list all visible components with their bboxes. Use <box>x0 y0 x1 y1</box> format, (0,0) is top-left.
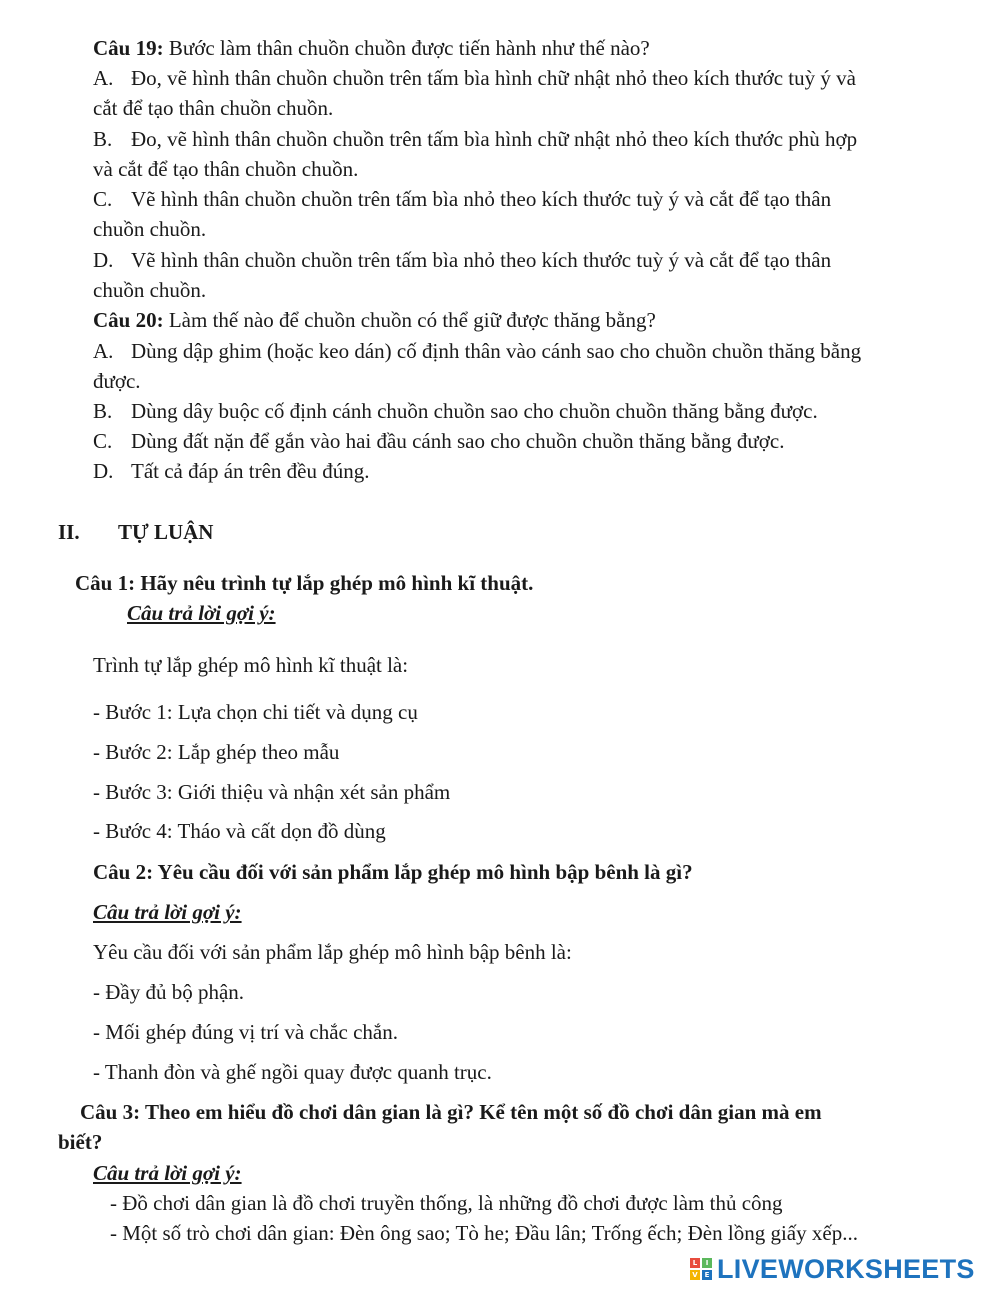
essay3-question-line2: biết? <box>58 1130 103 1154</box>
q19-label: Câu 19: <box>93 36 164 60</box>
q19-a-letter: A. <box>93 66 114 90</box>
essay3-question-line1: Câu 3: Theo em hiểu đồ chơi dân gian là gì? Kể tên một số đồ chơi dân gian mà em <box>80 1100 822 1124</box>
q20-b-letter: B. <box>93 399 113 423</box>
q19-option-b <box>93 126 857 152</box>
logo-mark-v: V <box>690 1270 700 1280</box>
q19-b-letter: B. <box>93 127 113 151</box>
q19-b-text2: và cắt để tạo thân chuồn chuồn. <box>93 157 359 181</box>
section-title: TỰ LUẬN <box>118 520 214 544</box>
q19-a-text2: cắt để tạo thân chuồn chuồn. <box>93 96 334 120</box>
q19-question <box>93 35 650 61</box>
q20-a-text1: Dùng dập ghim (hoặc keo dán) cố định thân vào cánh sao cho chuồn chuồn thăng bằng <box>131 339 862 363</box>
essay1-step1: - Bước 1: Lựa chọn chi tiết và dụng cụ <box>93 700 418 724</box>
q20-option-a <box>93 338 861 364</box>
q20-b-text1: Dùng dây buộc cố định cánh chuồn chuồn sao cho chuồn chuồn thăng bằng được. <box>131 399 818 423</box>
q19-d-letter: D. <box>93 248 114 272</box>
essay1-intro: Trình tự lắp ghép mô hình kĩ thuật là: <box>93 653 409 677</box>
q19-text: Bước làm thân chuồn chuồn được tiến hành như thế nào? <box>163 36 650 60</box>
logo-mark-i: I <box>702 1258 712 1268</box>
liveworksheets-logo-text: LIVEWORKSHEETS <box>717 1254 975 1284</box>
section-heading <box>58 519 213 545</box>
q19-option-c <box>93 186 831 212</box>
liveworksheets-logo[interactable] <box>690 1254 975 1284</box>
q20-c-text1: Dùng đất nặn để gắn vào hai đầu cánh sao cho chuồn chuồn thăng bằng được. <box>131 429 785 453</box>
essay1-question: Câu 1: Hãy nêu trình tự lắp ghép mô hình kĩ thuật. <box>75 571 534 595</box>
q19-a-text1: Đo, vẽ hình thân chuồn chuồn trên tấm bìa hình chữ nhật nhỏ theo kích thước tuỳ ý và <box>131 66 856 90</box>
q19-d-text2: chuồn chuồn. <box>93 278 207 302</box>
q20-option-b <box>93 398 818 424</box>
q20-c-letter: C. <box>93 429 113 453</box>
q20-d-text1: Tất cả đáp án trên đều đúng. <box>131 459 370 483</box>
q20-a-text2: được. <box>93 369 141 393</box>
essay3-item2: - Một số trò chơi dân gian: Đèn ông sao; Tò he; Đầu lân; Trống ếch; Đèn lồng giấy xếp... <box>110 1221 858 1245</box>
q20-label: Câu 20: <box>93 308 164 332</box>
logo-mark-e: E <box>702 1270 712 1280</box>
q20-text: Làm thế nào để chuồn chuồn có thể giữ được thăng bằng? <box>163 308 656 332</box>
essay3-item1: - Đồ chơi dân gian là đồ chơi truyền thống, là những đồ chơi được làm thủ công <box>110 1191 783 1215</box>
q20-a-letter: A. <box>93 339 114 363</box>
liveworksheets-logo-icon <box>690 1257 714 1281</box>
q19-option-a <box>93 65 856 91</box>
essay1-step2: - Bước 2: Lắp ghép theo mẫu <box>93 740 340 764</box>
logo-mark-l: L <box>690 1258 700 1268</box>
essay2-item3: - Thanh đòn và ghế ngồi quay được quanh trục. <box>93 1060 492 1084</box>
essay2-hint: Câu trả lời gợi ý: <box>93 900 242 924</box>
q20-question <box>93 307 656 333</box>
q19-c-text2: chuồn chuồn. <box>93 217 207 241</box>
essay1-hint: Câu trả lời gợi ý: <box>127 601 276 625</box>
q19-option-d <box>93 247 831 273</box>
essay1-step4: - Bước 4: Tháo và cất dọn đồ dùng <box>93 819 386 843</box>
q19-c-letter: C. <box>93 187 113 211</box>
essay1-step3: - Bước 3: Giới thiệu và nhận xét sản phẩm <box>93 780 451 804</box>
essay2-item1: - Đầy đủ bộ phận. <box>93 980 245 1004</box>
q19-b-text1: Đo, vẽ hình thân chuồn chuồn trên tấm bìa hình chữ nhật nhỏ theo kích thước phù hợp <box>131 127 858 151</box>
essay2-item2: - Mối ghép đúng vị trí và chắc chắn. <box>93 1020 398 1044</box>
essay3-hint: Câu trả lời gợi ý: <box>93 1161 242 1185</box>
essay2-intro: Yêu cầu đối với sản phẩm lắp ghép mô hình bập bênh là: <box>93 940 572 964</box>
q20-d-letter: D. <box>93 459 114 483</box>
section-number: II. <box>58 520 80 544</box>
q19-c-text1: Vẽ hình thân chuồn chuồn trên tấm bìa nhỏ theo kích thước tuỳ ý và cắt để tạo thân <box>131 187 832 211</box>
essay2-question: Câu 2: Yêu cầu đối với sản phẩm lắp ghép mô hình bập bênh là gì? <box>93 860 693 884</box>
q20-option-d <box>93 458 370 484</box>
q19-d-text1: Vẽ hình thân chuồn chuồn trên tấm bìa nhỏ theo kích thước tuỳ ý và cắt để tạo thân <box>131 248 832 272</box>
q20-option-c <box>93 428 784 454</box>
